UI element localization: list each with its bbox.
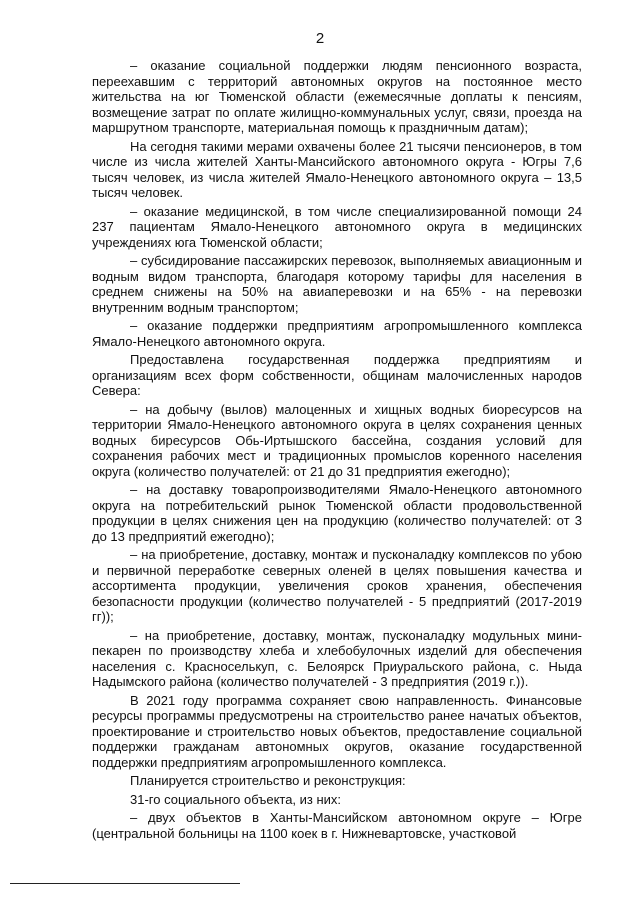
paragraph: – субсидирование пассажирских перевозок, выполняемых авиационным и водным видом транспорта, благодаря которому тарифы для населения в среднем снижены на 50% на авиаперевозки и на 65% - на перевозки внутренним водным транспортом; xyxy=(92,253,582,315)
footnote-divider xyxy=(10,883,240,884)
paragraph: На сегодня такими мерами охвачены более 21 тысячи пенсионеров, в том числе из числа жителей Ханты-Мансийского автономного округа - Югры 7,6 тысяч человек, из числа жителей Ямало-Ненецкого автономного округа – 13,5 тысяч человек. xyxy=(92,138,582,200)
paragraph: – на приобретение, доставку, монтаж, пусконаладку модульных мини-пекарен по производству хлеба и хлебобулочных изделий для обеспечения населения с. Красноселькуп, с. Белоярск Приуральского района, с. Ныда Надымского района (количество получателей - 3 предприятия (2019 г.)). xyxy=(92,627,582,689)
paragraph: – оказание медицинской, в том числе специализированной помощи 24 237 пациентам Ямало-Ненецкого автономного округа в медицинских учреждениях юга Тюменской области; xyxy=(92,203,582,250)
paragraph: – двух объектов в Ханты-Мансийском автономном округе – Югре (центральной больницы на 1100 коек в г. Нижневартовске, участковой xyxy=(92,810,582,841)
document-body xyxy=(92,58,582,844)
paragraph: Предоставлена государственная поддержка предприятиям и организациям всех форм собственности, общинам малочисленных народов Севера: xyxy=(92,352,582,398)
paragraph: – на приобретение, доставку, монтаж и пусконаладку комплексов по убою и первичной переработке северных оленей в целях повышения качества и ассортимента продукции, увеличения сроков хранения, обеспечения безопасности продукции (количество получателей - 5 предприятий (2017-2019 гг)); xyxy=(92,547,582,624)
paragraph: – оказание поддержки предприятиям агропромышленного комплекса Ямало-Ненецкого автономного округа. xyxy=(92,318,582,349)
paragraph: – на доставку товаропроизводителями Ямало-Ненецкого автономного округа на потребительский рынок Тюменской области продовольственной продукции в целях снижения цен на продукцию (количество получателей: от 3 до 13 предприятий ежегодно); xyxy=(92,482,582,544)
paragraph: – оказание социальной поддержки людям пенсионного возраста, переехавшим с территорий автономных округов на постоянное место жительства на юг Тюменской области (ежемесячные доплаты к пенсиям, возмещение затрат по оплате жилищно-коммунальных услуг, связи, проезда на маршрутном транспорте, материальная помощь к праздничным датам); xyxy=(92,58,582,135)
paragraph: – на добычу (вылов) малоценных и хищных водных биоресурсов на территории Ямало-Ненецкого автономного округа в целях сохранения ценных водных биресурсов Обь-Иртышского бассейна, создания условий для сохранения рабочих мест и традиционных промыслов коренного населения округа (количество получателей: от 21 до 31 предприятия ежегодно); xyxy=(92,401,582,479)
paragraph: В 2021 году программа сохраняет свою направленность. Финансовые ресурсы программы предусмотрены на строительство ранее начатых объектов, проектирование и строительство новых объектов, предоставление социальной поддержки гражданам автономных округов, оказание государственной поддержки предприятиям агропромышленного комплекса. xyxy=(92,692,582,770)
page-number: 2 xyxy=(315,30,325,47)
paragraph: 31-го социального объекта, из них: xyxy=(130,791,342,807)
paragraph: Планируется строительство и реконструкция: xyxy=(130,773,406,788)
